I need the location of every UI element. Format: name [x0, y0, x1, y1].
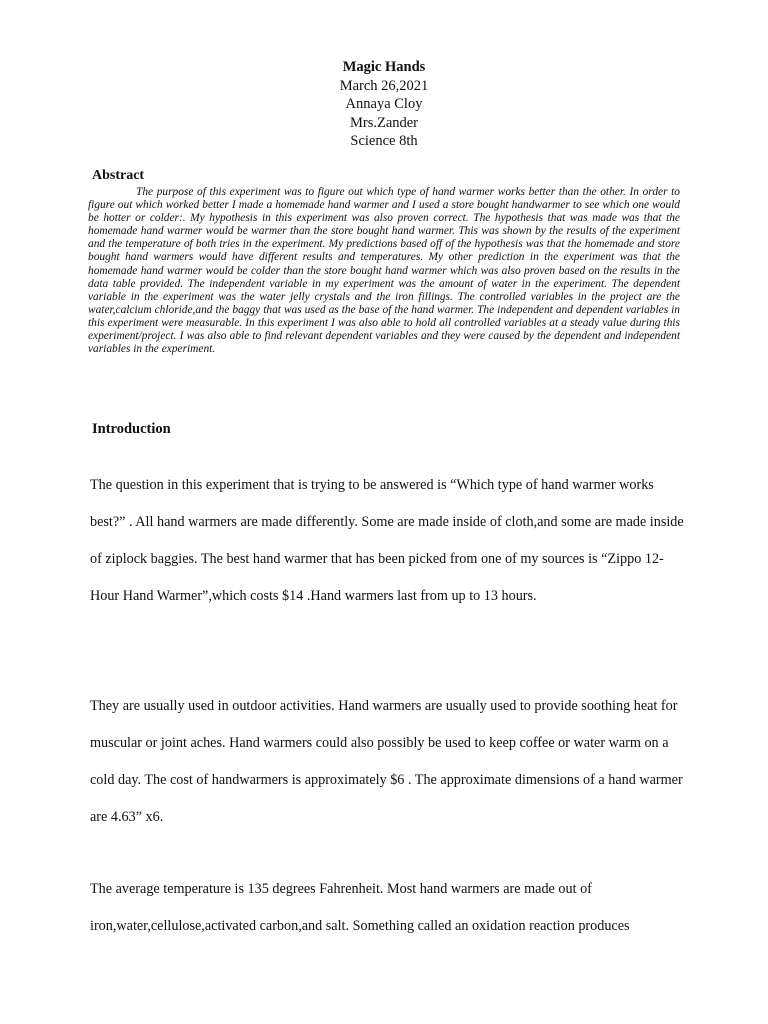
introduction-heading: Introduction — [92, 421, 171, 437]
document-header — [0, 58, 768, 151]
document-date: March 26,2021 — [339, 77, 429, 94]
author-name: Annaya Cloy — [345, 96, 423, 112]
document-title: Magic Hands — [342, 59, 426, 75]
introduction-paragraph: The question in this experiment that is trying to be answered is “Which type of hand warmer works best?” . All hand warmers are made differently. Some are made inside of cloth,and some are made inside of ziplock baggies. The best hand warmer that has been picked from one of my sources is “Zippo 12-Hour Hand Warmer”,which costs $14 .Hand warmers last from up to 13 hours. — [90, 477, 684, 604]
introduction-paragraph: The average temperature is 135 degrees Fahrenheit. Most hand warmers are made out of iron,water,cellulose,activated carbon,and salt. Something called an oxidation reaction produces — [90, 881, 630, 934]
introduction-paragraph: They are usually used in outdoor activities. Hand warmers are usually used to provide soothing heat for muscular or joint aches. Hand warmers could also possibly be used to keep coffee or water warm on a cold day. The cost of handwarmers is approximately $6 . The approximate dimensions of a hand warmer are 4.63” x6. — [90, 698, 683, 825]
abstract-heading: Abstract — [92, 168, 145, 183]
class-name: Science 8th — [350, 133, 418, 149]
abstract-body: The purpose of this experiment was to figure out which type of hand warmer works better than the other. In order to figure out which worked better I made a homemade hand warmer and I used a store bought handwarmer to see which one would be hotter or colder:. My hypothesis in this experiment was also proven correct. The hypothesis that was made was that the homemade hand warmer would be warmer than the store bought hand warmer. This was shown by the results of the experiment and the temperature of both tries in the experiment. My predictions based off of the hypothesis was that the homemade and store bought hand warmers would have different results and temperatures. My other prediction in the experiment was that the homemade hand warmer would be colder than the store bought hand warmer which was also proven based on the results in the data table provided. The independent variable in my experiment was the amount of water in the experiment. The dependent variable in the experiment was the water jelly crystals and the iron fillings. The controlled variables in the project are the water,calcium chloride,and the baggy that was used as the base of the hand warmer. The independent and dependent variables in this experiment were measurable. In this experiment I was also able to hold all controlled variables at a steady value during this experiment/project. I was also able to find relevant dependent variables and they were caused by the dependent and independent variables in the experiment. — [88, 186, 680, 356]
teacher-name: Mrs.Zander — [349, 114, 419, 131]
